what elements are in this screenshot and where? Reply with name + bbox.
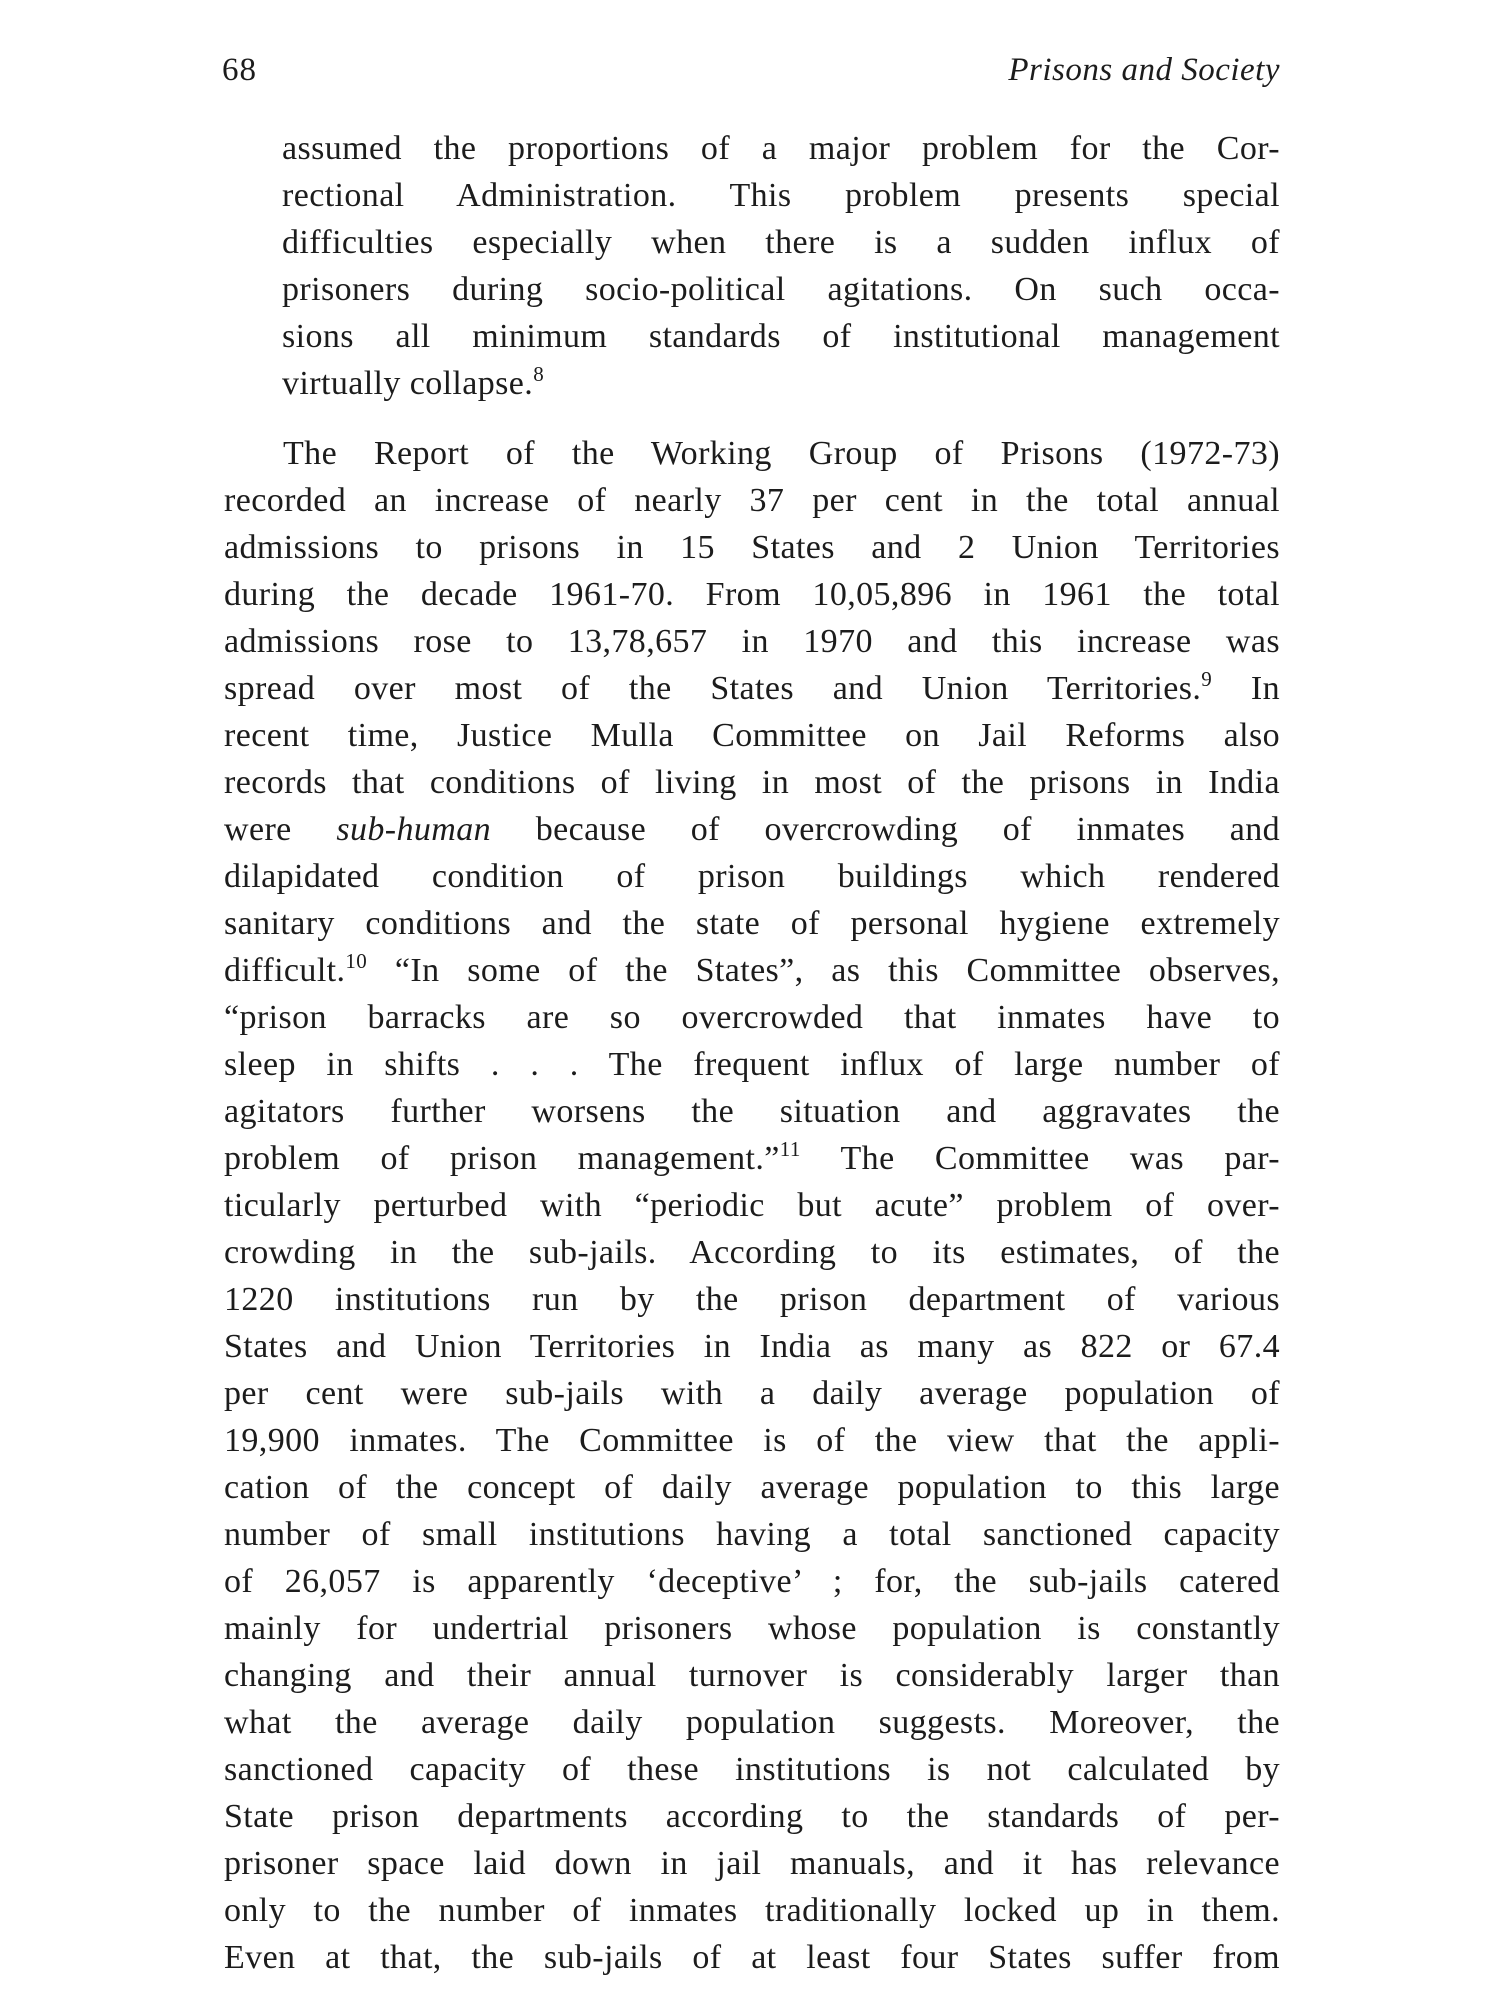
text-line: during the decade 1961-70. From 10,05,896 in 1961 the total bbox=[224, 576, 1280, 613]
text-line: sions all minimum standards of institutional management bbox=[282, 318, 1280, 355]
text-line: Even at that, the sub-jails of at least four States suffer from bbox=[224, 1939, 1280, 1976]
text-line-content: “In some of the States”, as this Committee observes, bbox=[394, 952, 1280, 989]
text-line: only to the number of inmates traditionally locked up in them. bbox=[224, 1892, 1280, 1929]
text-line: mainly for undertrial prisoners whose population is constantly bbox=[224, 1610, 1280, 1647]
text-line: of 26,057 is apparently ‘deceptive’ ; for, the sub-jails catered bbox=[224, 1563, 1280, 1600]
text-line-content: spread over most of the States and Union Territories. bbox=[224, 670, 1202, 707]
text-line: what the average daily population suggests. Moreover, the bbox=[224, 1704, 1280, 1741]
text-line: State prison departments according to the standards of per- bbox=[224, 1798, 1280, 1835]
italic-term: sub-human bbox=[336, 811, 492, 848]
text-line: prisoners during socio-political agitations. On such occa- bbox=[282, 271, 1280, 308]
text-line: crowding in the sub-jails. According to its estimates, of the bbox=[224, 1234, 1280, 1271]
text-line: records that conditions of living in most of the prisons in India bbox=[224, 764, 1280, 801]
footnote-ref: 10 bbox=[345, 949, 368, 973]
text-line: agitators further worsens the situation and aggravates the bbox=[224, 1093, 1280, 1130]
text-line bbox=[224, 667, 1280, 711]
text-line bbox=[224, 949, 1280, 993]
text-line: recent time, Justice Mulla Committee on Jail Reforms also bbox=[224, 717, 1280, 754]
text-line: sanitary conditions and the state of personal hygiene extremely bbox=[224, 905, 1280, 942]
text-line-content: were bbox=[224, 811, 292, 848]
text-line: recorded an increase of nearly 37 per cent in the total annual bbox=[224, 482, 1280, 519]
text-line: sleep in shifts . . . The frequent influx of large number of bbox=[224, 1046, 1280, 1083]
text-line: States and Union Territories in India as many as 822 or 67.4 bbox=[224, 1328, 1280, 1365]
page-header bbox=[222, 52, 1280, 102]
text-line: “prison barracks are so overcrowded that inmates have to bbox=[224, 999, 1280, 1036]
text-line: prisoner space laid down in jail manuals, and it has relevance bbox=[224, 1845, 1280, 1882]
text-line bbox=[224, 808, 1280, 852]
text-line: difficulties especially when there is a sudden influx of bbox=[282, 224, 1280, 261]
text-line-content: because of overcrowding of inmates and bbox=[535, 811, 1281, 848]
text-line: changing and their annual turnover is considerably larger than bbox=[224, 1657, 1280, 1694]
footnote-ref: 9 bbox=[1201, 667, 1213, 691]
text-line: rectional Administration. This problem presents special bbox=[282, 177, 1280, 214]
text-line: 19,900 inmates. The Committee is of the view that the appli- bbox=[224, 1422, 1280, 1459]
running-head: Prisons and Society bbox=[1008, 52, 1280, 88]
text-line-content: The Committee was par- bbox=[840, 1140, 1280, 1177]
text-line-content: problem of prison management.” bbox=[224, 1140, 780, 1177]
text-line: cation of the concept of daily average population to this large bbox=[224, 1469, 1280, 1506]
footnote-ref: 8 bbox=[533, 362, 545, 386]
text-line: dilapidated condition of prison buildings which rendered bbox=[224, 858, 1280, 895]
text-line: sanctioned capacity of these institutions is not calculated by bbox=[224, 1751, 1280, 1788]
text-line-content: virtually collapse. bbox=[282, 365, 534, 402]
text-line: number of small institutions having a total sanctioned capacity bbox=[224, 1516, 1280, 1553]
page-number: 68 bbox=[222, 52, 257, 88]
text-line: ticularly perturbed with “periodic but acute” problem of over- bbox=[224, 1187, 1280, 1224]
text-line-content: difficult. bbox=[224, 952, 346, 989]
text-line: 1220 institutions run by the prison department of various bbox=[224, 1281, 1280, 1318]
text-line-tail: In bbox=[1250, 670, 1280, 707]
text-line: admissions to prisons in 15 States and 2 Union Territories bbox=[224, 529, 1280, 566]
text-line: The Report of the Working Group of Prisons (1972-73) bbox=[283, 435, 1280, 472]
text-line: per cent were sub-jails with a daily average population of bbox=[224, 1375, 1280, 1412]
text-line bbox=[224, 1137, 1280, 1181]
footnote-ref: 11 bbox=[779, 1137, 801, 1161]
text-line: admissions rose to 13,78,657 in 1970 and this increase was bbox=[224, 623, 1280, 660]
text-line bbox=[282, 362, 1280, 406]
text-line: assumed the proportions of a major problem for the Cor- bbox=[282, 130, 1280, 167]
